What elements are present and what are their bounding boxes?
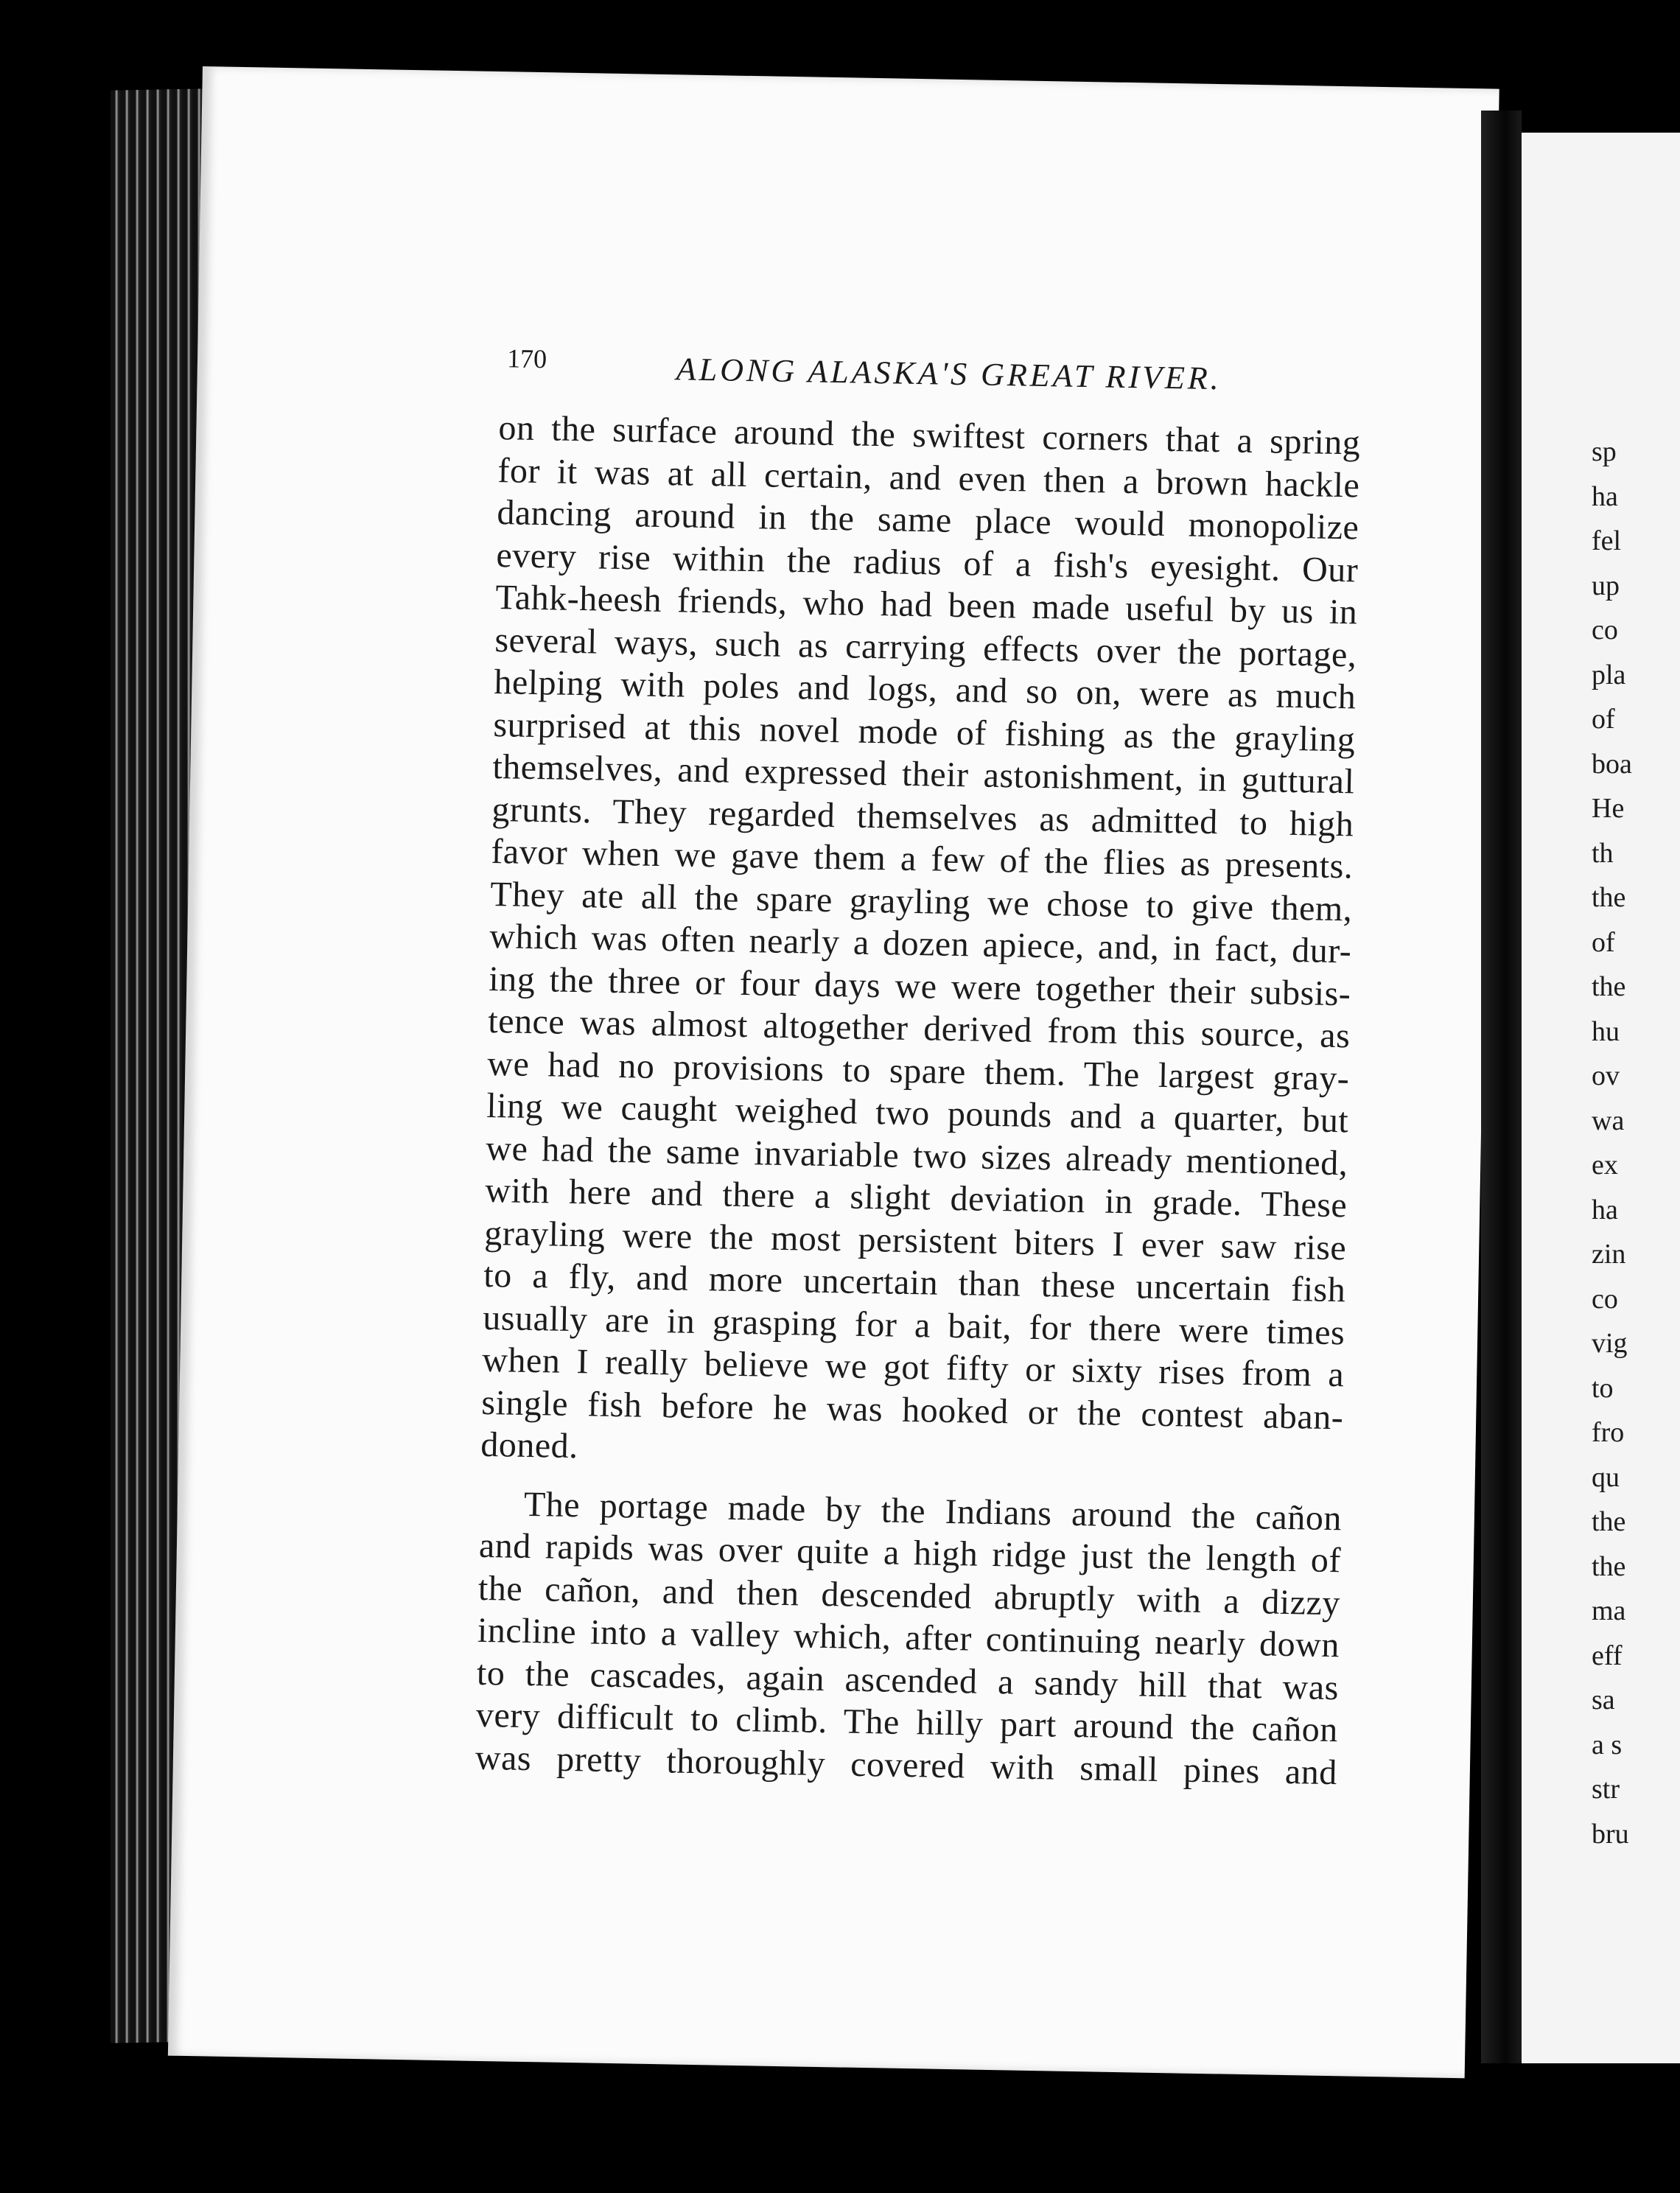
- text-fragment: of: [1592, 926, 1615, 958]
- text-fragment: sp: [1592, 436, 1617, 467]
- text-fragment: to: [1592, 1372, 1614, 1404]
- text-line: themselves, and expressed their astonishment, in guttural: [492, 747, 1355, 802]
- text-line: for it was at all certain, and even then a brown hackle: [497, 450, 1360, 505]
- text-fragment: ov: [1592, 1060, 1620, 1091]
- text-fragment: boa: [1592, 748, 1632, 780]
- text-fragment: pla: [1592, 659, 1626, 690]
- text-fragment: str: [1592, 1774, 1620, 1805]
- text-line: helping with poles and logs, and so on, were as much: [494, 662, 1357, 717]
- text-fragment: th: [1592, 837, 1614, 869]
- text-line: dancing around in the same place would monopolize: [497, 493, 1359, 548]
- text-fragment: zin: [1592, 1239, 1626, 1270]
- text-line: we had the same invariable two sizes already mentioned,: [485, 1128, 1348, 1183]
- text-line: ling we caught weighed two pounds and a quarter, but: [486, 1085, 1349, 1141]
- text-line: They ate all the spare grayling we chose to give them,: [489, 874, 1353, 928]
- text-fragment: wa: [1592, 1105, 1625, 1136]
- text-line: grayling were the most persistent biters I ever saw rise: [483, 1213, 1347, 1267]
- text-fragment: ha: [1592, 480, 1618, 512]
- text-line: several ways, such as carrying effects over the portage,: [494, 620, 1357, 674]
- text-fragment: He: [1592, 793, 1625, 824]
- left-page: [168, 66, 1499, 2078]
- text-fragment: up: [1592, 570, 1620, 601]
- text-fragment: bru: [1592, 1818, 1629, 1850]
- text-line: and rapids was over quite a high ridge just the length of: [478, 1525, 1342, 1581]
- left-page-inner: [168, 66, 1499, 2078]
- text-fragment: co: [1592, 615, 1618, 646]
- right-page-text: [1592, 430, 1632, 1856]
- text-fragment: hu: [1592, 1015, 1620, 1047]
- text-line: The portage made by the Indians around the cañon: [523, 1484, 1343, 1538]
- text-line: was pretty thoroughly covered with small pines and: [475, 1738, 1338, 1792]
- text-line: to a fly, and more uncertain than these uncertain fish: [483, 1255, 1346, 1310]
- text-line: very difficult to climb. The hilly part around the cañon: [475, 1695, 1339, 1750]
- text-line: single fish before he was hooked or the contest aban-: [480, 1382, 1344, 1437]
- text-line: on the surface around the swiftest corners that a spring: [498, 408, 1361, 463]
- running-head-title: ALONG ALASKA'S GREAT RIVER.: [676, 351, 1222, 397]
- text-fragment: of: [1592, 704, 1615, 735]
- text-fragment: ha: [1592, 1194, 1618, 1225]
- text-fragment: vig: [1592, 1328, 1628, 1359]
- text-line: tence was almost altogether derived from this source, as: [487, 1001, 1351, 1056]
- text-line: grunts. They regarded themselves as admitted to high: [491, 789, 1354, 844]
- text-fragment: fel: [1592, 525, 1622, 556]
- text-line: we had no provisions to spare them. The largest gray-: [486, 1043, 1350, 1098]
- page-number: 170: [506, 343, 547, 374]
- text-fragment: the: [1592, 1550, 1626, 1582]
- text-line: Tahk-heesh friends, who had been made useful by us in: [495, 578, 1358, 632]
- text-line: every rise within the radius of a fish's eyesight. Our: [496, 535, 1359, 590]
- text-fragment: the: [1592, 882, 1626, 913]
- body-text: [475, 407, 1361, 1794]
- text-fragment: qu: [1592, 1461, 1620, 1493]
- text-line: doned.: [480, 1424, 579, 1466]
- text-line: with here and there a slight deviation in grade. These: [484, 1170, 1348, 1225]
- text-line: incline into a valley which, after continuing nearly down: [477, 1610, 1340, 1665]
- text-fragment: the: [1592, 1506, 1626, 1537]
- text-line: ing the three or four days we were together their subsis-: [488, 959, 1351, 1013]
- text-line: favor when we gave them a few of the flies as presents.: [491, 831, 1354, 886]
- text-line: usually are in grasping for a bait, for there were times: [482, 1298, 1345, 1352]
- text-line: when I really believe we got fifty or sixty rises from a: [481, 1340, 1345, 1395]
- text-line: to the cascades, again ascended a sandy hill that was: [476, 1653, 1340, 1707]
- text-line: which was often nearly a dozen apiece, and, in fact, dur-: [489, 916, 1352, 971]
- text-fragment: eff: [1592, 1640, 1623, 1671]
- text-fragment: co: [1592, 1283, 1618, 1315]
- text-fragment: a s: [1592, 1729, 1623, 1760]
- text-fragment: sa: [1592, 1685, 1615, 1715]
- text-fragment: fro: [1592, 1417, 1625, 1448]
- text-fragment: the: [1592, 971, 1626, 1002]
- text-fragment: ex: [1592, 1150, 1618, 1181]
- text-fragment: ma: [1592, 1595, 1626, 1626]
- running-head: [506, 343, 1413, 410]
- book-gutter: [1481, 111, 1522, 2063]
- text-line: surprised at this novel mode of fishing as the grayling: [493, 704, 1356, 759]
- text-line: the cañon, and then descended abruptly with a dizzy: [477, 1568, 1341, 1623]
